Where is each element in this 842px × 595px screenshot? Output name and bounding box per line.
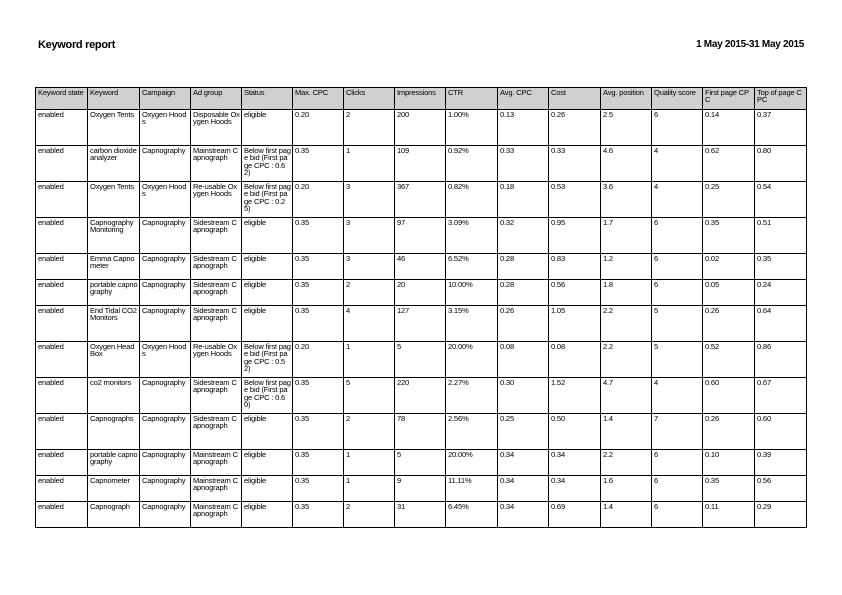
cell-quality-score: 6	[652, 110, 703, 146]
cell-quality-score: 6	[652, 280, 703, 306]
table-row	[36, 378, 807, 414]
table-body	[36, 110, 807, 528]
cell-first-page-cpc: 0.26	[703, 414, 755, 450]
cell-ctr: 0.92%	[446, 146, 498, 182]
cell-cost: 0.69	[549, 502, 601, 528]
cell-max-cpc: 0.35	[293, 306, 344, 342]
cell-avg-position: 1.7	[601, 218, 652, 254]
cell-ad-group: Disposable Oxygen Hoods	[191, 110, 242, 146]
cell-first-page-cpc: 0.62	[703, 146, 755, 182]
column-header-status: Status	[242, 88, 293, 110]
cell-avg-position: 1.6	[601, 476, 652, 502]
cell-status: eligible	[242, 110, 293, 146]
cell-campaign: Capnography	[140, 280, 191, 306]
cell-impressions: 200	[395, 110, 446, 146]
cell-avg-position: 4.7	[601, 378, 652, 414]
cell-avg-cpc: 0.13	[498, 110, 549, 146]
cell-top-of-page-cpc: 0.39	[755, 450, 807, 476]
cell-avg-position: 1.4	[601, 502, 652, 528]
column-header-max-cpc: Max. CPC	[293, 88, 344, 110]
cell-ad-group: Sidestream Capnograph	[191, 306, 242, 342]
cell-first-page-cpc: 0.05	[703, 280, 755, 306]
table-header-row	[36, 88, 807, 110]
cell-avg-cpc: 0.34	[498, 502, 549, 528]
cell-first-page-cpc: 0.14	[703, 110, 755, 146]
cell-keyword-state: enabled	[36, 378, 88, 414]
cell-impressions: 9	[395, 476, 446, 502]
column-header-keyword-state: Keyword state	[36, 88, 88, 110]
cell-first-page-cpc: 0.10	[703, 450, 755, 476]
cell-cost: 0.53	[549, 182, 601, 218]
cell-clicks: 1	[344, 146, 395, 182]
cell-campaign: Oxygen Hoods	[140, 342, 191, 378]
cell-ctr: 3.15%	[446, 306, 498, 342]
column-header-avg-cpc: Avg. CPC	[498, 88, 549, 110]
report-header	[38, 39, 804, 55]
cell-impressions: 46	[395, 254, 446, 280]
cell-keyword-state: enabled	[36, 342, 88, 378]
cell-keyword: portable capnography	[88, 450, 140, 476]
cell-cost: 0.95	[549, 218, 601, 254]
cell-avg-position: 2.2	[601, 450, 652, 476]
cell-avg-cpc: 0.26	[498, 306, 549, 342]
cell-impressions: 97	[395, 218, 446, 254]
cell-max-cpc: 0.35	[293, 254, 344, 280]
column-header-top-of-page-cpc: Top of page CPC	[755, 88, 807, 110]
cell-keyword-state: enabled	[36, 254, 88, 280]
cell-cost: 0.26	[549, 110, 601, 146]
table-row	[36, 182, 807, 218]
cell-avg-cpc: 0.28	[498, 280, 549, 306]
cell-avg-cpc: 0.34	[498, 450, 549, 476]
cell-cost: 0.08	[549, 342, 601, 378]
cell-ad-group: Mainstream Capnograph	[191, 502, 242, 528]
cell-campaign: Capnography	[140, 146, 191, 182]
cell-clicks: 3	[344, 218, 395, 254]
column-header-cost: Cost	[549, 88, 601, 110]
cell-avg-cpc: 0.08	[498, 342, 549, 378]
cell-max-cpc: 0.35	[293, 414, 344, 450]
cell-top-of-page-cpc: 0.60	[755, 414, 807, 450]
cell-clicks: 1	[344, 342, 395, 378]
column-header-clicks: Clicks	[344, 88, 395, 110]
cell-impressions: 220	[395, 378, 446, 414]
cell-ad-group: Mainstream Capnograph	[191, 450, 242, 476]
cell-campaign: Capnography	[140, 306, 191, 342]
cell-avg-cpc: 0.28	[498, 254, 549, 280]
cell-max-cpc: 0.35	[293, 378, 344, 414]
cell-ctr: 6.52%	[446, 254, 498, 280]
report-title: Keyword report	[38, 39, 116, 51]
cell-keyword: Capnographs	[88, 414, 140, 450]
cell-avg-position: 4.6	[601, 146, 652, 182]
cell-keyword: Capnometer	[88, 476, 140, 502]
cell-quality-score: 6	[652, 218, 703, 254]
cell-keyword: Oxygen Tents	[88, 110, 140, 146]
table-row	[36, 342, 807, 378]
cell-clicks: 2	[344, 414, 395, 450]
cell-ctr: 2.27%	[446, 378, 498, 414]
cell-avg-position: 1.4	[601, 414, 652, 450]
cell-clicks: 2	[344, 280, 395, 306]
cell-top-of-page-cpc: 0.56	[755, 476, 807, 502]
table-row	[36, 450, 807, 476]
cell-quality-score: 6	[652, 450, 703, 476]
cell-status: eligible	[242, 414, 293, 450]
cell-keyword-state: enabled	[36, 146, 88, 182]
cell-keyword: co2 monitors	[88, 378, 140, 414]
cell-status: Below first page bid (First page CPC : 0.62)	[242, 146, 293, 182]
cell-top-of-page-cpc: 0.37	[755, 110, 807, 146]
column-header-avg-position: Avg. position	[601, 88, 652, 110]
cell-max-cpc: 0.35	[293, 450, 344, 476]
cell-max-cpc: 0.35	[293, 218, 344, 254]
cell-quality-score: 4	[652, 378, 703, 414]
cell-max-cpc: 0.20	[293, 110, 344, 146]
cell-first-page-cpc: 0.25	[703, 182, 755, 218]
cell-campaign: Capnography	[140, 414, 191, 450]
cell-avg-position: 2.2	[601, 306, 652, 342]
cell-first-page-cpc: 0.35	[703, 218, 755, 254]
cell-clicks: 3	[344, 182, 395, 218]
table-row	[36, 502, 807, 528]
cell-cost: 0.56	[549, 280, 601, 306]
cell-impressions: 78	[395, 414, 446, 450]
column-header-keyword: Keyword	[88, 88, 140, 110]
cell-ctr: 0.82%	[446, 182, 498, 218]
cell-keyword: portable capnography	[88, 280, 140, 306]
cell-first-page-cpc: 0.52	[703, 342, 755, 378]
cell-campaign: Capnography	[140, 378, 191, 414]
cell-ctr: 20.00%	[446, 342, 498, 378]
cell-status: eligible	[242, 502, 293, 528]
cell-first-page-cpc: 0.11	[703, 502, 755, 528]
cell-top-of-page-cpc: 0.67	[755, 378, 807, 414]
cell-avg-cpc: 0.32	[498, 218, 549, 254]
cell-status: eligible	[242, 218, 293, 254]
cell-clicks: 1	[344, 450, 395, 476]
cell-ctr: 11.11%	[446, 476, 498, 502]
cell-keyword: Capnograph	[88, 502, 140, 528]
cell-first-page-cpc: 0.60	[703, 378, 755, 414]
cell-keyword: carbon dioxide analyzer	[88, 146, 140, 182]
cell-ad-group: Sidestream Capnograph	[191, 280, 242, 306]
cell-status: eligible	[242, 450, 293, 476]
column-header-ad-group: Ad group	[191, 88, 242, 110]
cell-clicks: 1	[344, 476, 395, 502]
cell-keyword-state: enabled	[36, 450, 88, 476]
cell-keyword-state: enabled	[36, 476, 88, 502]
cell-status: eligible	[242, 306, 293, 342]
cell-ad-group: Mainstream Capnograph	[191, 476, 242, 502]
table-row	[36, 110, 807, 146]
cell-clicks: 2	[344, 110, 395, 146]
cell-impressions: 127	[395, 306, 446, 342]
column-header-impressions: Impressions	[395, 88, 446, 110]
cell-first-page-cpc: 0.26	[703, 306, 755, 342]
cell-avg-position: 2.2	[601, 342, 652, 378]
cell-top-of-page-cpc: 0.80	[755, 146, 807, 182]
report-date-range: 1 May 2015-31 May 2015	[696, 39, 804, 50]
cell-ad-group: Sidestream Capnograph	[191, 254, 242, 280]
cell-avg-cpc: 0.25	[498, 414, 549, 450]
cell-avg-cpc: 0.33	[498, 146, 549, 182]
cell-clicks: 2	[344, 502, 395, 528]
cell-top-of-page-cpc: 0.51	[755, 218, 807, 254]
cell-quality-score: 6	[652, 254, 703, 280]
keyword-table	[35, 87, 807, 528]
cell-quality-score: 6	[652, 476, 703, 502]
cell-keyword: End Tidal CO2 Monitors	[88, 306, 140, 342]
cell-cost: 0.34	[549, 450, 601, 476]
cell-keyword-state: enabled	[36, 218, 88, 254]
cell-campaign: Capnography	[140, 218, 191, 254]
cell-ad-group: Sidestream Capnograph	[191, 378, 242, 414]
cell-cost: 1.52	[549, 378, 601, 414]
cell-cost: 0.83	[549, 254, 601, 280]
cell-status: eligible	[242, 280, 293, 306]
cell-ad-group: Sidestream Capnograph	[191, 414, 242, 450]
cell-cost: 1.05	[549, 306, 601, 342]
cell-quality-score: 4	[652, 146, 703, 182]
cell-quality-score: 6	[652, 502, 703, 528]
cell-quality-score: 7	[652, 414, 703, 450]
cell-keyword-state: enabled	[36, 280, 88, 306]
cell-ctr: 10.00%	[446, 280, 498, 306]
cell-top-of-page-cpc: 0.86	[755, 342, 807, 378]
cell-first-page-cpc: 0.35	[703, 476, 755, 502]
cell-avg-position: 1.8	[601, 280, 652, 306]
table-row	[36, 306, 807, 342]
cell-impressions: 20	[395, 280, 446, 306]
cell-status: Below first page bid (First page CPC : 0.60)	[242, 378, 293, 414]
cell-keyword: Oxygen Head Box	[88, 342, 140, 378]
cell-ad-group: Re-usable Oxygen Hoods	[191, 342, 242, 378]
table-row	[36, 254, 807, 280]
cell-campaign: Capnography	[140, 450, 191, 476]
cell-top-of-page-cpc: 0.64	[755, 306, 807, 342]
cell-max-cpc: 0.35	[293, 146, 344, 182]
cell-top-of-page-cpc: 0.54	[755, 182, 807, 218]
cell-campaign: Capnography	[140, 502, 191, 528]
table-row	[36, 414, 807, 450]
cell-campaign: Capnography	[140, 476, 191, 502]
cell-top-of-page-cpc: 0.29	[755, 502, 807, 528]
cell-status: Below first page bid (First page CPC : 0.52)	[242, 342, 293, 378]
cell-cost: 0.50	[549, 414, 601, 450]
cell-max-cpc: 0.20	[293, 182, 344, 218]
column-header-campaign: Campaign	[140, 88, 191, 110]
cell-keyword: Capnography Monitoring	[88, 218, 140, 254]
cell-cost: 0.33	[549, 146, 601, 182]
cell-top-of-page-cpc: 0.35	[755, 254, 807, 280]
cell-quality-score: 5	[652, 342, 703, 378]
table-row	[36, 218, 807, 254]
cell-max-cpc: 0.20	[293, 342, 344, 378]
cell-avg-cpc: 0.18	[498, 182, 549, 218]
cell-ctr: 6.45%	[446, 502, 498, 528]
cell-cost: 0.34	[549, 476, 601, 502]
cell-ad-group: Mainstream Capnograph	[191, 146, 242, 182]
table-row	[36, 280, 807, 306]
table-row	[36, 146, 807, 182]
cell-ad-group: Re-usable Oxygen Hoods	[191, 182, 242, 218]
cell-ctr: 3.09%	[446, 218, 498, 254]
cell-first-page-cpc: 0.02	[703, 254, 755, 280]
cell-keyword-state: enabled	[36, 182, 88, 218]
cell-max-cpc: 0.35	[293, 476, 344, 502]
cell-ctr: 1.00%	[446, 110, 498, 146]
cell-ctr: 2.56%	[446, 414, 498, 450]
cell-avg-cpc: 0.34	[498, 476, 549, 502]
cell-status: eligible	[242, 476, 293, 502]
cell-impressions: 109	[395, 146, 446, 182]
cell-impressions: 31	[395, 502, 446, 528]
cell-impressions: 5	[395, 342, 446, 378]
column-header-quality-score: Quality score	[652, 88, 703, 110]
cell-keyword-state: enabled	[36, 110, 88, 146]
cell-campaign: Oxygen Hoods	[140, 110, 191, 146]
cell-clicks: 5	[344, 378, 395, 414]
cell-max-cpc: 0.35	[293, 502, 344, 528]
cell-avg-position: 3.6	[601, 182, 652, 218]
cell-keyword: Oxygen Tents	[88, 182, 140, 218]
cell-clicks: 4	[344, 306, 395, 342]
cell-quality-score: 4	[652, 182, 703, 218]
cell-status: Below first page bid (First page CPC : 0.25)	[242, 182, 293, 218]
cell-campaign: Capnography	[140, 254, 191, 280]
column-header-ctr: CTR	[446, 88, 498, 110]
cell-avg-cpc: 0.30	[498, 378, 549, 414]
cell-max-cpc: 0.35	[293, 280, 344, 306]
cell-ad-group: Sidestream Capnograph	[191, 218, 242, 254]
cell-avg-position: 1.2	[601, 254, 652, 280]
cell-top-of-page-cpc: 0.24	[755, 280, 807, 306]
cell-clicks: 3	[344, 254, 395, 280]
cell-ctr: 20.00%	[446, 450, 498, 476]
column-header-first-page-cpc: First page CPC	[703, 88, 755, 110]
cell-keyword-state: enabled	[36, 306, 88, 342]
cell-status: eligible	[242, 254, 293, 280]
cell-campaign: Oxygen Hoods	[140, 182, 191, 218]
cell-impressions: 367	[395, 182, 446, 218]
cell-quality-score: 5	[652, 306, 703, 342]
cell-keyword-state: enabled	[36, 502, 88, 528]
cell-impressions: 5	[395, 450, 446, 476]
cell-avg-position: 2.5	[601, 110, 652, 146]
table-row	[36, 476, 807, 502]
cell-keyword: Emma Capnometer	[88, 254, 140, 280]
cell-keyword-state: enabled	[36, 414, 88, 450]
